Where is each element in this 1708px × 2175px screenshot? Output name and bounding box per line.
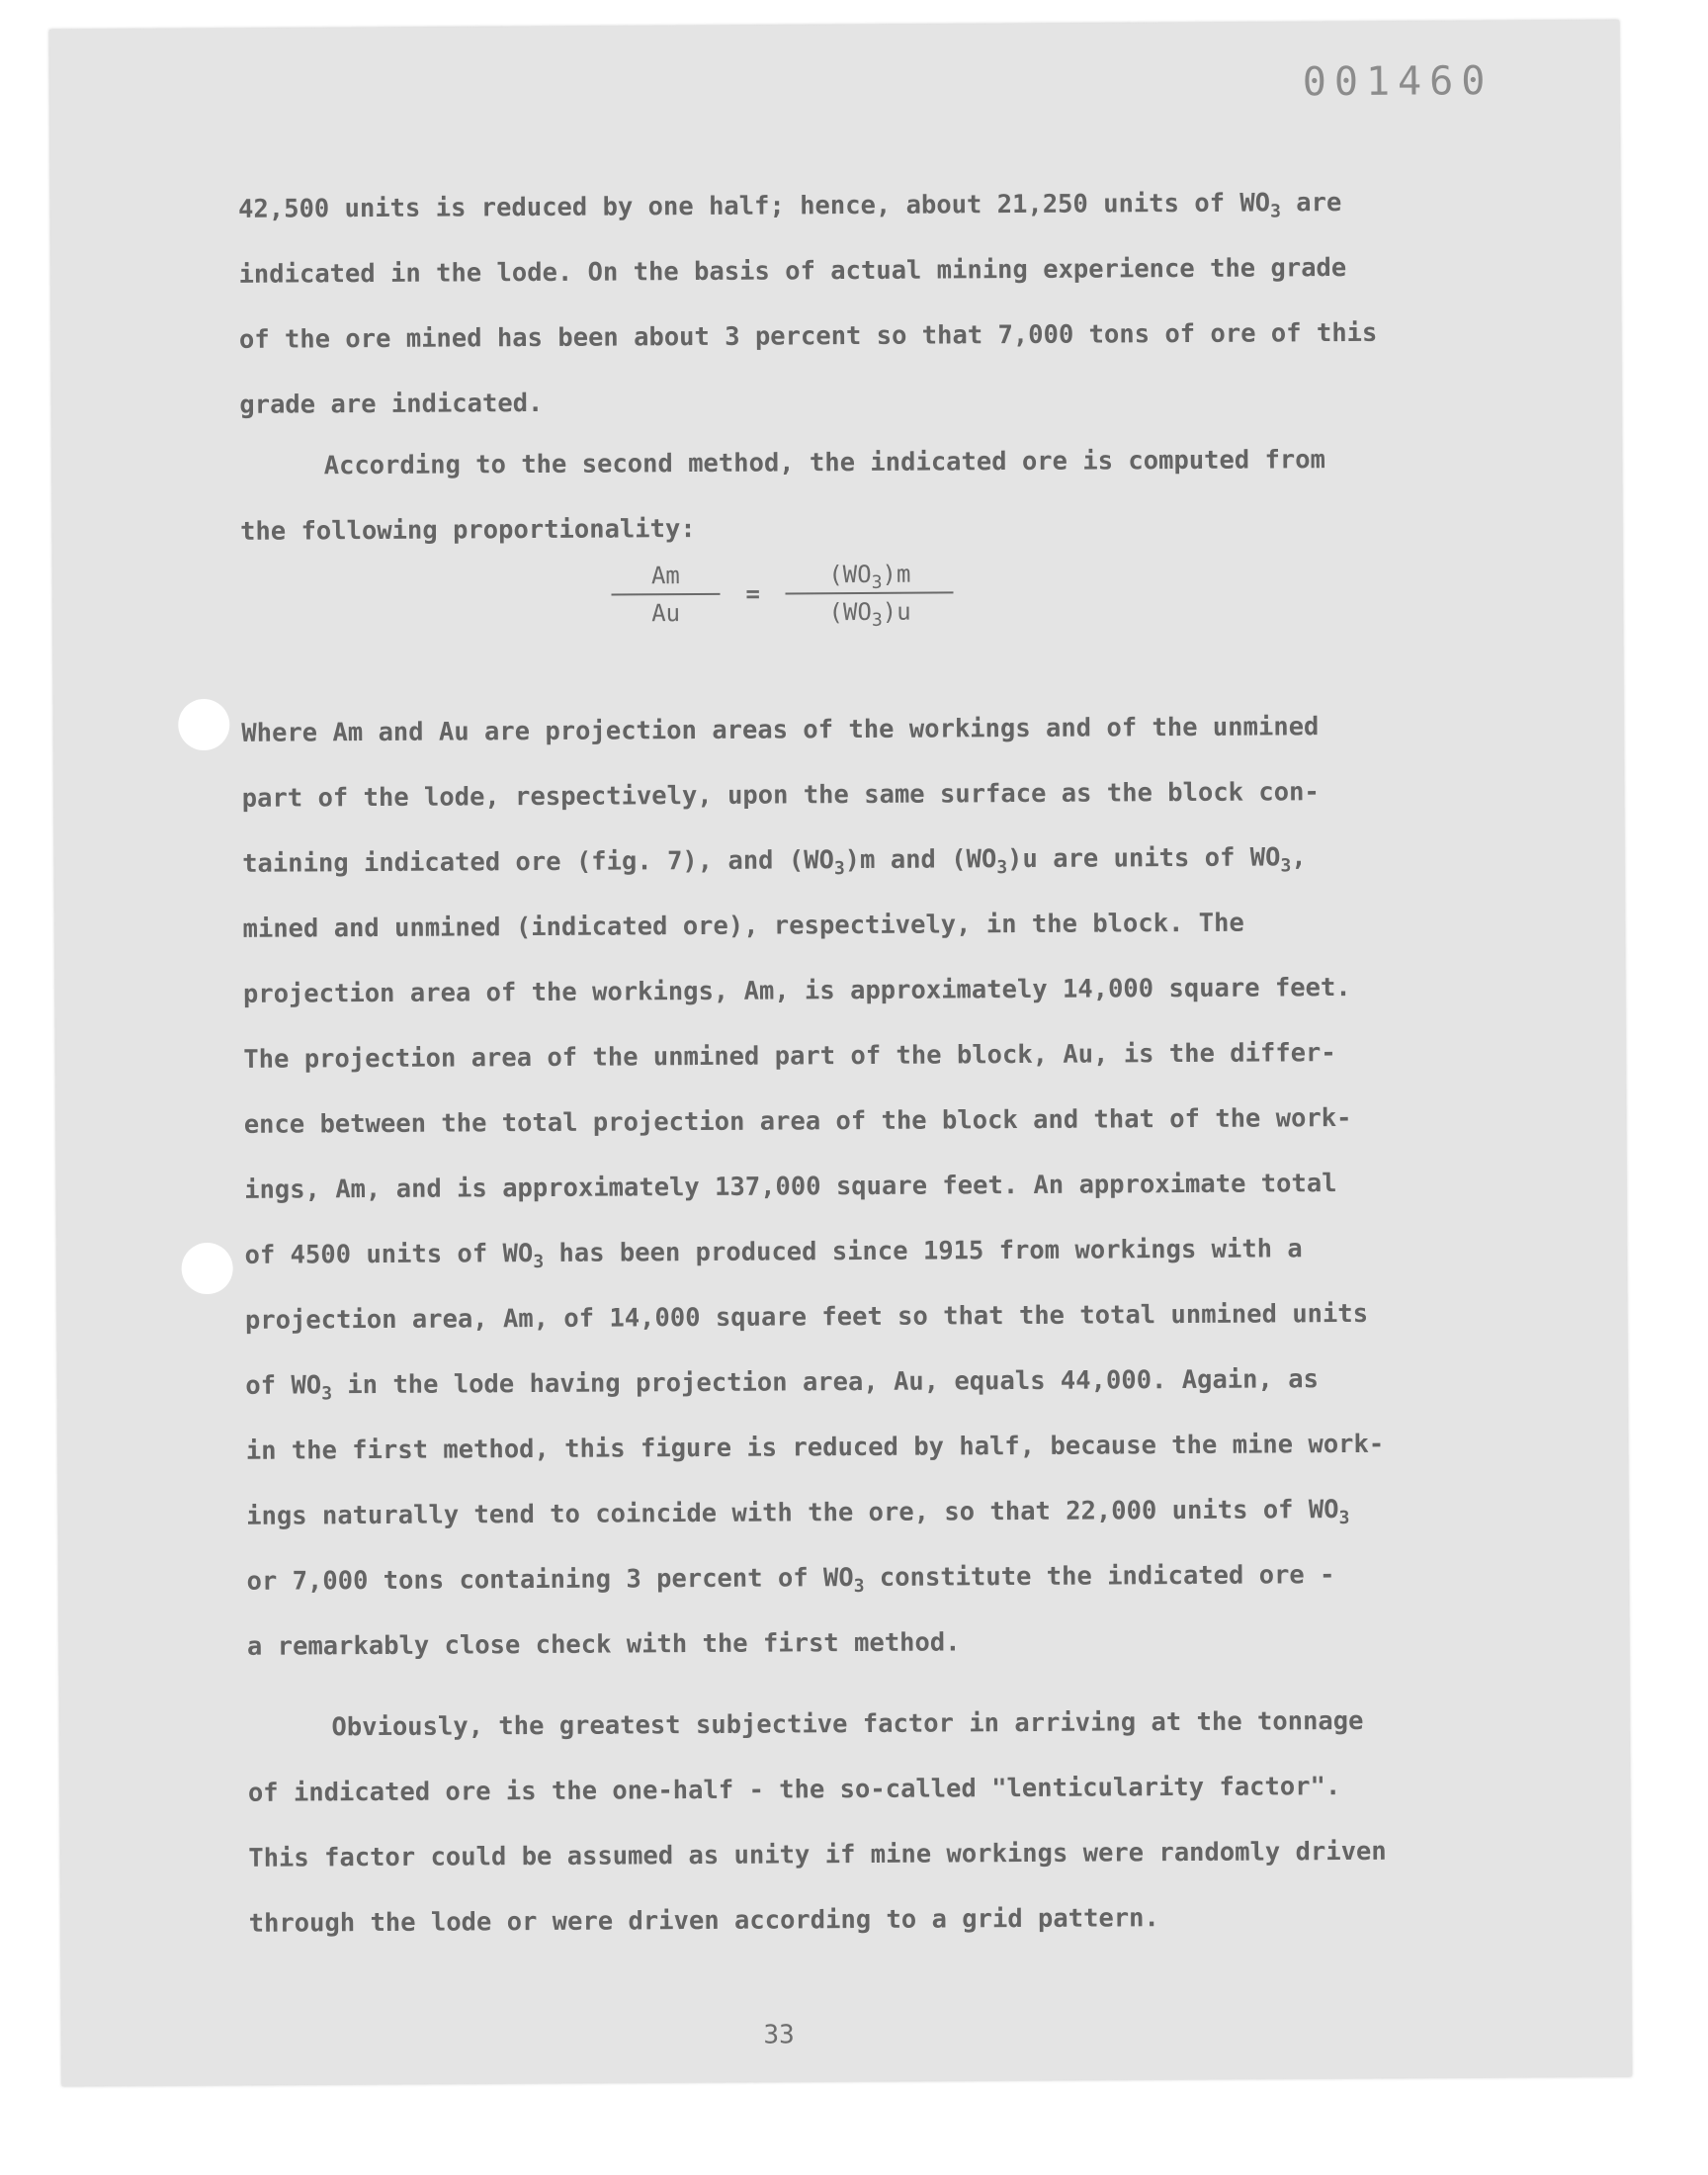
- fraction-denominator: Au: [651, 599, 681, 628]
- text-line: of $WO_3$ in the lode having projection area, Au, equals 44,000. Again, as: [245, 1364, 1319, 1405]
- text-line: ings naturally tend to coincide with the ore, so that 22,000 units of $WO_3$: [246, 1495, 1350, 1531]
- punch-hole-top: [178, 699, 229, 750]
- punch-hole-bottom: [181, 1243, 232, 1294]
- text-line: or 7,000 tons containing 3 percent of $WO_3$ constitute the indicated ore -: [246, 1560, 1335, 1598]
- text-line: part of the lode, respectively, upon the same surface as the block con-: [241, 777, 1320, 814]
- text-line: indicated in the lode. On the basis of actual mining experience the grade: [238, 252, 1347, 290]
- paragraph-4: [247, 1688, 1544, 1957]
- text-line: The projection area of the unmined part of the block, Au, is the differ-: [243, 1038, 1336, 1075]
- text-line: the following proportionality:: [240, 514, 696, 547]
- paragraph-3: [241, 693, 1542, 1680]
- text-line: ence between the total projection area of the block and that of the work-: [243, 1102, 1352, 1140]
- proportionality-formula: [611, 560, 954, 631]
- paragraph-2: [240, 426, 1536, 565]
- fraction-numerator: $(WO_3)m$: [786, 560, 954, 594]
- page-number: 33: [763, 2020, 795, 2050]
- paper-sheet: [49, 20, 1632, 2086]
- text-line: Obviously, the greatest subjective factor in arriving at the tonnage: [331, 1705, 1364, 1743]
- equals-sign: =: [745, 579, 761, 608]
- text-line: of indicated ore is the one-half - the so-called "lenticularity factor".: [247, 1772, 1341, 1808]
- text-line: projection area, Am, of 14,000 square feet so that the total unmined units: [244, 1298, 1369, 1336]
- text-line: of 4500 units of $WO_3$ has been produced since 1915 from workings with a: [244, 1234, 1303, 1273]
- text-line: mined and unmined (indicated ore), respectively, in the block. The: [242, 908, 1244, 944]
- text-line: taining indicated ore (fig. 7), and $(WO_3)m$ and $(WO_3)u$ are units of $WO_3$,: [242, 842, 1307, 880]
- text-line: According to the second method, the indicated ore is computed from: [323, 445, 1326, 481]
- text-line: through the lode or were driven according to a grid pattern.: [248, 1903, 1159, 1939]
- text-line: in the first method, this figure is reduced by half, because the mine work-: [245, 1429, 1385, 1466]
- fraction-denominator: $(WO_3)u$: [828, 597, 911, 631]
- text-line: Where Am and Au are projection areas of the workings and of the unmined: [241, 712, 1320, 748]
- fraction-areas: [611, 562, 720, 628]
- text-line: 42,500 units is reduced by one half; hence, about 21,250 units of $WO_3$ are: [238, 188, 1342, 224]
- fraction-numerator: Am: [611, 562, 720, 596]
- text-line: This factor could be assumed as unity if mine workings were randomly driven: [248, 1836, 1387, 1873]
- fraction-units: [786, 560, 954, 631]
- text-line: grade are indicated.: [239, 388, 544, 420]
- text-line: a remarkably close check with the first method.: [246, 1627, 961, 1662]
- text-line: ings, Am, and is approximately 137,000 square feet. An approximate total: [244, 1169, 1337, 1205]
- document-number: 001460: [1302, 58, 1494, 106]
- text-line: of the ore mined has been about 3 percent so that 7,000 tons of ore of this: [238, 317, 1378, 355]
- text-line: projection area of the workings, Am, is approximately 14,000 square feet.: [242, 972, 1351, 1009]
- paragraph-1: [238, 169, 1535, 438]
